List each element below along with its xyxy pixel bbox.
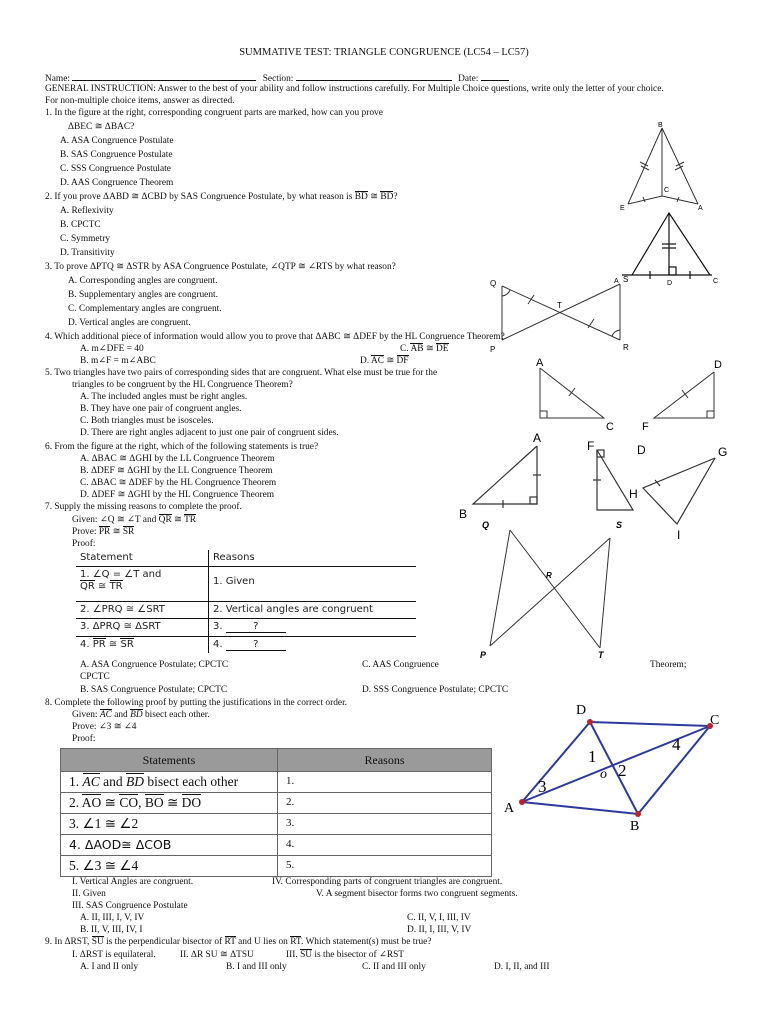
fig7-label-d: D	[576, 703, 587, 718]
q7-choice-c-cont: Theorem;	[650, 660, 687, 670]
fig6-label-q: Q	[482, 520, 490, 530]
fig6-line-sp	[490, 538, 610, 646]
fig6-label-s: S	[616, 520, 623, 530]
q7-given-text: Given: ∠Q ≅ ∠T and	[72, 515, 159, 525]
q1-choice-a[interactable]: A. ASA Congruence Postulate	[60, 136, 174, 146]
q4-c-mid: ≅	[423, 344, 437, 354]
q7-r4-reason[interactable]	[209, 636, 417, 653]
q7-r1-seg-2: TR	[109, 581, 123, 593]
fig2-label-a: A	[614, 278, 619, 285]
q7-given-mid: ≅	[171, 515, 185, 525]
date-field[interactable]	[481, 71, 509, 81]
q7-r4-statement	[76, 636, 209, 653]
q8-choice-c[interactable]: C. II, V, I, III, IV	[407, 913, 471, 923]
q3-choice-a[interactable]: A. Corresponding angles are congruent.	[68, 276, 218, 286]
q7-r1-statement-a: 1. ∠Q = ∠T and	[80, 569, 162, 581]
fig5-triangle-bac	[473, 446, 537, 504]
figure-7	[498, 698, 728, 834]
fig7-diagonal-ac	[522, 726, 710, 802]
q4-d-seg-2: DF	[396, 356, 409, 366]
q7-r1-reason: 1. Given	[209, 567, 417, 602]
q9-choice-a[interactable]: A. I and II only	[80, 962, 139, 972]
q9-seg-2: RT	[224, 937, 236, 947]
q4-choice-c[interactable]	[400, 344, 449, 355]
fig6-label-p: P	[480, 650, 487, 660]
q9-stem-d: . Which statement(s) must be true?	[300, 937, 432, 947]
fig5-label-f: F	[587, 439, 595, 453]
fig3-label-r: R	[623, 343, 629, 352]
section-field[interactable]	[296, 71, 452, 81]
q8-col-reasons: Reasons	[278, 749, 492, 772]
table-row	[61, 793, 492, 814]
q8-justification-i: I. Vertical Angles are congruent.	[72, 877, 194, 887]
fig4-triangle-def	[654, 372, 714, 418]
q7-stem: 7. Supply the missing reasons to complete the proof.	[45, 502, 242, 512]
q7-r1-statement-b	[80, 581, 204, 593]
q7-r4-mid: ≅	[105, 638, 121, 650]
q8-s2-seg-3: BO	[144, 794, 164, 810]
fig7-side-ad	[522, 722, 590, 802]
table-row	[76, 602, 416, 619]
q7-col-reasons: Reasons	[209, 550, 417, 567]
q9-iii-end: is the bisector of ∠RST	[312, 950, 405, 960]
q2-choice-b[interactable]: B. CPCTC	[60, 220, 101, 230]
fig6-label-r: R	[546, 571, 552, 580]
q5-choice-b[interactable]: B. They have one pair of congruent angles.	[80, 404, 242, 414]
fig3-tick	[528, 295, 534, 304]
q9-iii-prefix: III.	[286, 950, 301, 960]
fig4-label-c: C	[606, 421, 614, 430]
q6-choice-c[interactable]: C. ΔBAC ≅ ΔDEF by the HL Congruence Theorem	[80, 478, 277, 488]
fig6-label-t: T	[598, 650, 604, 660]
q8-r2[interactable]: 2.	[278, 793, 492, 814]
fig4-triangle-abc	[540, 368, 604, 418]
q8-s2-mid-2: ≅	[163, 794, 182, 810]
q9-statement-iii	[286, 950, 404, 961]
q9-statement-ii: II. ΔR SU ≅ ΔTSU	[180, 950, 254, 960]
fig7-diagonal-db	[590, 722, 638, 814]
q8-s1-end: bisect each other	[144, 773, 239, 789]
q4-c-prefix: C.	[400, 344, 411, 354]
fig7-point-d	[587, 719, 593, 725]
q8-r3[interactable]: 3.	[278, 814, 492, 835]
figure-6	[474, 516, 634, 662]
q7-col-statement: Statement	[76, 550, 209, 567]
q6-stem: 6. From the figure at the right, which of the following statements is true?	[45, 442, 319, 452]
q1-choice-b[interactable]: B. SAS Congruence Postulate	[60, 150, 173, 160]
q8-choice-a[interactable]: A. II, III, I, V, IV	[80, 913, 145, 923]
fig7-side-ba	[522, 802, 638, 814]
q8-given-and: and	[111, 710, 131, 720]
q9-statement-i: I. ΔRST is equilateral.	[72, 950, 156, 960]
q7-r3-reason-num: 3.	[213, 621, 226, 633]
fig7-angle-2: 2	[618, 761, 627, 780]
q9-stem-a: 9. In ΔRST,	[45, 937, 92, 947]
figure-3	[484, 270, 634, 358]
fig1-tick	[643, 197, 645, 202]
q8-given-text: Given:	[72, 710, 100, 720]
fig4-tick	[682, 390, 688, 398]
fig5-label-d: D	[637, 443, 646, 457]
q7-given	[72, 515, 196, 526]
q7-r4-blank[interactable]: ?	[226, 639, 286, 651]
q7-r1-seg-1: QR	[80, 581, 95, 593]
q1-stem: 1. In the figure at the right, corresponding congruent parts are marked, how can you prove	[45, 108, 383, 118]
q7-r3-blank[interactable]: ?	[226, 621, 286, 633]
q8-r1[interactable]: 1.	[278, 772, 492, 793]
q8-justification-iii: III. SAS Congruence Postulate	[72, 901, 188, 911]
fig3-angle-arc	[612, 330, 620, 336]
fig5-label-a: A	[533, 431, 542, 445]
q7-r1-statement	[76, 567, 209, 602]
q8-proof-label: Proof:	[72, 734, 96, 744]
q7-prove-seg-2: SR	[122, 527, 135, 537]
q2-choice-a[interactable]: A. Reflexivity	[60, 206, 114, 216]
q8-justification-iv: IV. Corresponding parts of congruent triangles are congruent.	[272, 877, 503, 887]
table-row	[61, 814, 492, 835]
fig5-triangle-def	[597, 450, 633, 510]
q8-s1-seg-2: BD	[126, 773, 145, 789]
table-row	[61, 772, 492, 793]
q7-prove	[72, 527, 134, 538]
q8-s2-seg-4: DO	[181, 794, 202, 810]
q8-justification-ii: II. Given	[72, 889, 106, 899]
q2-seg-1: BD	[354, 192, 368, 202]
fig5-label-i: I	[677, 528, 681, 540]
q4-choice-b[interactable]: B. m∠F = m∠ABC	[80, 356, 156, 366]
q8-r4[interactable]: 4.	[278, 835, 492, 856]
q8-choice-d[interactable]: D. II, I, III, V, IV	[407, 925, 472, 935]
fig2-right-angle	[669, 267, 676, 275]
q1-choice-c[interactable]: C. SSS Congruence Postulate	[60, 164, 171, 174]
fig1-side-ec	[628, 196, 662, 204]
fig7-label-b: B	[630, 819, 640, 834]
q5-choice-c[interactable]: C. Both triangles must be isosceles.	[80, 416, 214, 426]
fig4-label-a: A	[536, 357, 544, 369]
section-label: Section:	[262, 74, 294, 84]
name-field[interactable]	[72, 71, 256, 81]
q4-d-prefix: D.	[360, 356, 371, 366]
q8-s5: 5. ∠3 ≅ ∠4	[61, 856, 278, 877]
fig5-right-angle	[530, 497, 537, 504]
q3-choice-d[interactable]: D. Vertical angles are congruent.	[68, 318, 191, 328]
q9-seg-1: SU	[91, 937, 104, 947]
q8-stem: 8. Complete the following proof by putting the justifications in the correct order.	[45, 698, 348, 708]
fig6-line-qt	[510, 530, 600, 648]
fig7-side-dc	[590, 722, 710, 726]
q1-choice-d[interactable]: D. AAS Congruence Theorem	[60, 178, 174, 188]
q7-r4-seg-1: PR	[92, 638, 106, 650]
q7-r4-prefix: 4.	[80, 638, 93, 650]
fig2-label-d: D	[667, 280, 673, 287]
q2-end: ?	[393, 192, 398, 202]
q4-c-seg-1: AB	[410, 344, 424, 354]
fig7-point-b	[635, 811, 641, 817]
q7-r2-reason: 2. Vertical angles are congruent	[209, 602, 417, 619]
fig7-label-o: o	[600, 767, 607, 782]
q7-prove-mid: ≅	[110, 527, 123, 537]
q9-stem-b: is the perpendicular bisector of	[103, 937, 225, 947]
fig6-side-st	[600, 538, 610, 648]
q2-mid: ≅	[367, 192, 381, 202]
q6-choice-b[interactable]: B. ΔDEF ≅ ΔGHI by the LL Congruence Theorem	[80, 466, 273, 476]
q9-choice-d[interactable]: D. I, II, and III	[494, 962, 550, 972]
fig1-label-e: E	[620, 205, 625, 212]
fig3-angle-arc	[502, 290, 510, 296]
fig6-side-qp	[490, 530, 510, 646]
q8-given-seg-1: AC	[99, 710, 112, 720]
q8-s2-seg-2: CO	[119, 794, 139, 810]
q7-choice-c-cont2: CPCTC	[80, 672, 110, 682]
fig7-label-a: A	[504, 801, 515, 816]
q7-given-seg-2: TR	[184, 515, 197, 525]
table-row	[76, 567, 416, 602]
q3-stem: 3. To prove ΔPTQ ≅ ΔSTR by ASA Congruence Postulate, ∠QTP ≅ ∠RTS by what reason?	[45, 262, 396, 272]
table-row	[76, 619, 416, 636]
q8-justification-v: V. A segment bisector forms two congruent segments.	[316, 889, 518, 899]
fig1-label-a: A	[698, 205, 703, 212]
q4-choice-a[interactable]: A. m∠DFE = 40	[80, 344, 144, 354]
q7-r4-seg-2: SR	[120, 638, 134, 650]
q7-r1-mid: ≅	[94, 581, 110, 593]
fig5-label-b: B	[459, 507, 468, 521]
q2-choice-d[interactable]: D. Transitivity	[60, 248, 115, 258]
q9-iii-seg: SU	[300, 950, 313, 960]
q2-seg-2: BD	[380, 192, 394, 202]
fig7-label-c: C	[710, 713, 720, 728]
q9-choice-b[interactable]: B. I and III only	[226, 962, 287, 972]
q8-proof-table	[60, 748, 492, 877]
q7-proof-table	[76, 550, 416, 653]
q4-d-mid: ≅	[383, 356, 397, 366]
q7-r3-statement: 3. ΔPRQ ≅ ΔSRT	[76, 619, 209, 636]
q7-given-seg-1: QR	[158, 515, 172, 525]
q5-choice-a[interactable]: A. The included angles must be right angles.	[80, 392, 248, 402]
q4-c-seg-2: DE	[436, 344, 449, 354]
q6-choice-d[interactable]: D. ΔDEF ≅ ΔGHI by the HL Congruence Theorem	[80, 490, 275, 500]
q2-stem-text: 2. If you prove ΔABD ≅ ΔCBD by SAS Congruence Postulate, by what reason is	[45, 192, 355, 202]
q8-s2-prefix: 2.	[69, 794, 82, 810]
q3-choice-c[interactable]: C. Complementary angles are congruent.	[68, 304, 222, 314]
q7-choice-a[interactable]: A. ASA Congruence Postulate; CPCTC	[80, 660, 229, 670]
q4-d-seg-1: AC	[370, 356, 384, 366]
q7-choice-c[interactable]: C. AAS Congruence	[362, 660, 439, 670]
q8-s3: 3. ∠1 ≅ ∠2	[61, 814, 278, 835]
figure-4	[526, 354, 732, 430]
q9-seg-3: RT	[290, 937, 301, 947]
general-instruction-2: For non-multiple choice items, answer as directed.	[45, 96, 235, 106]
q3-choice-b[interactable]: B. Supplementary angles are congruent.	[68, 290, 218, 300]
q8-choice-b[interactable]: B. II, V, III, IV, I	[80, 925, 143, 935]
fig7-angle-3: 3	[538, 777, 547, 796]
q7-proof-label: Proof:	[72, 539, 96, 549]
q9-stem-c: and U lies on	[235, 937, 291, 947]
fig7-angle-1: 1	[588, 747, 597, 766]
q8-given	[72, 710, 210, 721]
fig4-label-d: D	[714, 359, 722, 371]
q2-stem	[45, 192, 398, 203]
q4-choice-d[interactable]	[360, 356, 409, 367]
fig1-side-be	[628, 128, 662, 204]
fig4-right-angle	[540, 411, 547, 418]
table-row	[61, 856, 492, 877]
table-row	[76, 636, 416, 653]
fig4-label-f: F	[642, 421, 649, 430]
test-title: SUMMATIVE TEST: TRIANGLE CONGRUENCE (LC54 – LC57)	[239, 47, 529, 58]
q8-r5[interactable]: 5.	[278, 856, 492, 877]
q9-choice-c[interactable]: C. II and III only	[362, 962, 426, 972]
q7-r2-statement: 2. ∠PRQ ≅ ∠SRT	[76, 602, 209, 619]
q7-prove-text: Prove:	[72, 527, 99, 537]
fig1-label-b: B	[658, 122, 663, 129]
q7-choice-d[interactable]: D. SSS Congruence Postulate; CPCTC	[362, 685, 509, 695]
q8-s1-prefix: 1.	[69, 773, 83, 789]
q1-stem-2: ΔBEC ≅ ΔBAC?	[68, 122, 135, 132]
q5-stem: 5. Two triangles have two pairs of corresponding sides that are congruent. What else must be true for the	[45, 368, 438, 378]
figure-1	[612, 118, 718, 218]
table-row	[61, 835, 492, 856]
q7-r4-reason-num: 4.	[213, 638, 226, 650]
fig1-side-ca	[662, 196, 698, 204]
fig3-label-q: Q	[490, 279, 497, 288]
fig5-triangle-ghi	[643, 458, 715, 524]
q7-r3-reason[interactable]	[209, 619, 417, 636]
q8-prove: Prove: ∠3 ≅ ∠4	[72, 722, 137, 732]
fig3-label-t: T	[557, 301, 562, 310]
fig3-label-p: P	[490, 345, 496, 354]
date-label: Date:	[458, 74, 479, 84]
fig7-point-a	[519, 799, 525, 805]
q8-s2-seg-1: AO	[81, 794, 102, 810]
q8-s2-mid-1: ≅	[101, 794, 120, 810]
q5-stem-2: triangles to be congruent by the HL Congruence Theorem?	[72, 380, 293, 390]
fig5-label-g: G	[718, 445, 728, 459]
name-label: Name:	[45, 74, 70, 84]
q9-stem	[45, 937, 431, 948]
q7-prove-seg-1: PR	[98, 527, 111, 537]
q8-s1-and: and	[99, 773, 127, 789]
fig2-label-c: C	[713, 278, 719, 285]
q8-given-seg-2: BD	[130, 710, 143, 720]
fig3-label-s: S	[623, 275, 629, 284]
q7-choice-b[interactable]: B. SAS Congruence Postulate; CPCTC	[80, 685, 228, 695]
q8-s1-seg-1: AC	[82, 773, 100, 789]
q8-col-statements: Statements	[61, 749, 278, 772]
fig5-label-h: H	[629, 487, 638, 501]
fig4-right-angle	[707, 411, 714, 418]
q8-s2-comma: ,	[138, 794, 145, 810]
q8-s2	[61, 793, 278, 814]
q8-given-end: bisect each other.	[142, 710, 210, 720]
q6-choice-a[interactable]: A. ΔBAC ≅ ΔGHI by the LL Congruence Theorem	[80, 454, 275, 464]
fig7-angle-4: 4	[672, 735, 681, 754]
general-instruction: GENERAL INSTRUCTION: Answer to the best of your ability and follow instructions carefully. For Multiple Choice questions, write only the letter of your choice.	[45, 84, 664, 94]
fig1-label-c: C	[664, 187, 670, 194]
q8-s4: 4. ΔAOD≅ ΔCOB	[61, 835, 278, 856]
q2-choice-c[interactable]: C. Symmetry	[60, 234, 111, 244]
q8-s1	[61, 772, 278, 793]
q5-choice-d[interactable]: D. There are right angles adjacent to just one pair of congruent sides.	[80, 428, 339, 438]
q4-stem: 4. Which additional piece of information would allow you to prove that ΔABC ≅ ΔDEF by the HL Congruence Theorem?	[45, 332, 505, 342]
